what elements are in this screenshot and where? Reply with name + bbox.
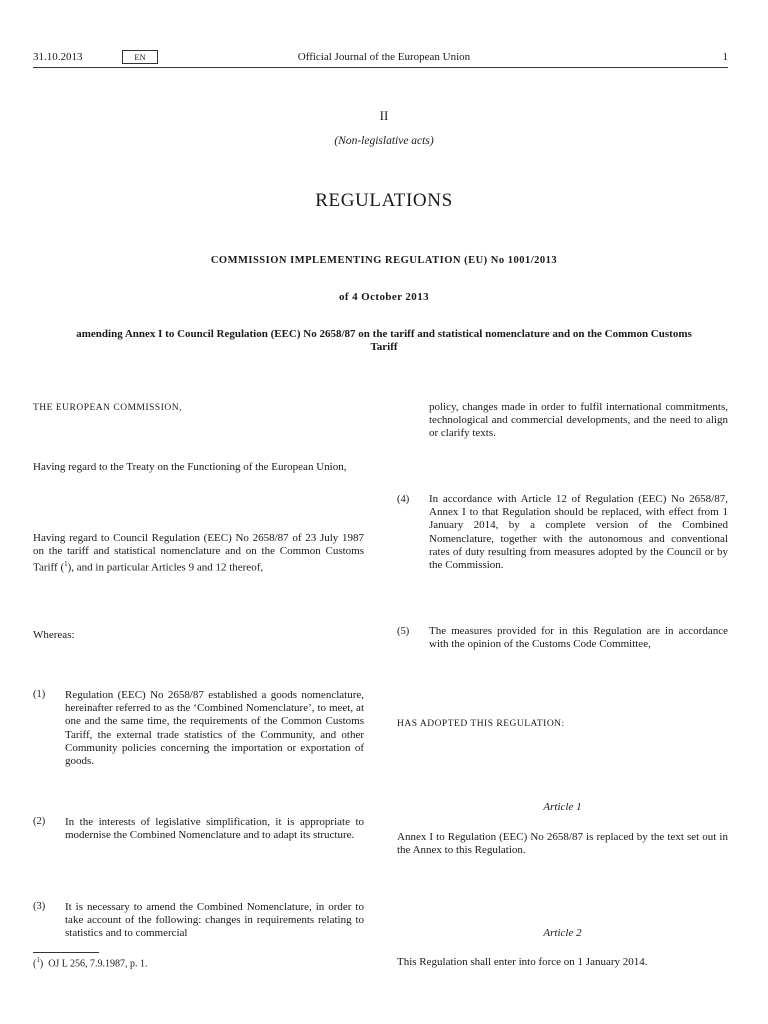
article-1-text: Annex I to Regulation (EEC) No 2658/87 is replaced by the text set out in the Annex to this Regulation. bbox=[397, 831, 728, 857]
footnote-marker: 1 bbox=[36, 956, 40, 964]
recital-text: It is necessary to amend the Combined Nomenclature, in order to take account of the following: changes in requirements relating to statistics and to commercial bbox=[65, 901, 364, 940]
whereas-label: Whereas: bbox=[33, 629, 75, 641]
section-roman-numeral: II bbox=[379, 108, 389, 123]
recital-number: (4) bbox=[397, 494, 410, 505]
preamble-having-regard-regulation: Having regard to Council Regulation (EEC) No 2658/87 of 23 July 1987 on the tariff and statistical nomenclature and on the Common Customs Tariff ($^1$), and in particular Articles 9 and 12 thereof, bbox=[33, 532, 364, 575]
footnote: ($^1$) OJ L 256, 7.9.1987, p. 1. bbox=[33, 956, 148, 970]
recital-text: The measures provided for in this Regulation are in accordance with the opinion of the Customs Code Committee, bbox=[429, 625, 728, 651]
preamble-having-regard-treaty: Having regard to the Treaty on the Functioning of the European Union, bbox=[33, 461, 347, 473]
adoption-statement: HAS ADOPTED THIS REGULATION: bbox=[397, 719, 565, 729]
footnote-reference: 1 bbox=[64, 560, 68, 569]
recital-number: (2) bbox=[33, 816, 46, 827]
recital-number: (5) bbox=[397, 626, 410, 637]
recital-text: Regulation (EEC) No 2658/87 established a goods nomenclature, hereinafter referred to as the ‘Combined Nomenclature’, to meet, at one and the same time, the requirements of the Common Customs Tariff, the external trade statistics of the Community, and other Community policies concerning the importation or exportation of goods. bbox=[65, 689, 364, 768]
having-regard-text-end: , and in particular Articles 9 and 12 thereof, bbox=[71, 562, 264, 575]
regulation-subject: amending Annex I to Council Regulation (EEC) No 2658/87 on the tariff and statistical nomenclature and on the Common Customs Tariff bbox=[76, 328, 692, 353]
section-heading: REGULATIONS bbox=[315, 190, 453, 211]
preamble-institution: THE EUROPEAN COMMISSION, bbox=[33, 403, 182, 413]
section-subtitle: (Non-legislative acts) bbox=[334, 135, 434, 147]
journal-title: Official Journal of the European Union bbox=[297, 51, 471, 63]
page-number: 1 bbox=[722, 51, 728, 63]
recital-text-continued: policy, changes made in order to fulfil international commitments, technological and commercial developments, and the need to align or clarify texts. bbox=[429, 401, 728, 440]
regulation-title: COMMISSION IMPLEMENTING REGULATION (EU) No 1001/2013 bbox=[210, 255, 558, 266]
language-badge: EN bbox=[122, 50, 158, 64]
article-2-title: Article 2 bbox=[543, 927, 582, 939]
header-date: 31.10.2013 bbox=[33, 51, 83, 63]
article-2-text: This Regulation shall enter into force on 1 January 2014. bbox=[397, 956, 648, 968]
footnote-rule bbox=[33, 952, 99, 953]
recital-number: (3) bbox=[33, 901, 46, 912]
recital-text: In the interests of legislative simplification, it is appropriate to modernise the Combined Nomenclature and to adapt its structure. bbox=[65, 816, 364, 842]
article-1-title: Article 1 bbox=[543, 801, 582, 813]
recital-text: In accordance with Article 12 of Regulation (EEC) No 2658/87, Annex I to that Regulation should be replaced, with effect from 1 January 2014, by a complete version of the Combined Nomenclature, together with the autonomous and conventional rates of duty resulting from measures adopted by the Council or by the Commission. bbox=[429, 493, 728, 572]
header-rule bbox=[33, 67, 728, 68]
regulation-date: of 4 October 2013 bbox=[339, 291, 429, 303]
footnote-text: OJ L 256, 7.9.1987, p. 1. bbox=[48, 958, 148, 970]
having-regard-text: Having regard to Council Regulation (EEC) No 2658/87 of 23 July 1987 on the tariff and statistical nomenclature and on the Common Customs Tariff bbox=[33, 532, 364, 575]
recital-number: (1) bbox=[33, 689, 46, 700]
